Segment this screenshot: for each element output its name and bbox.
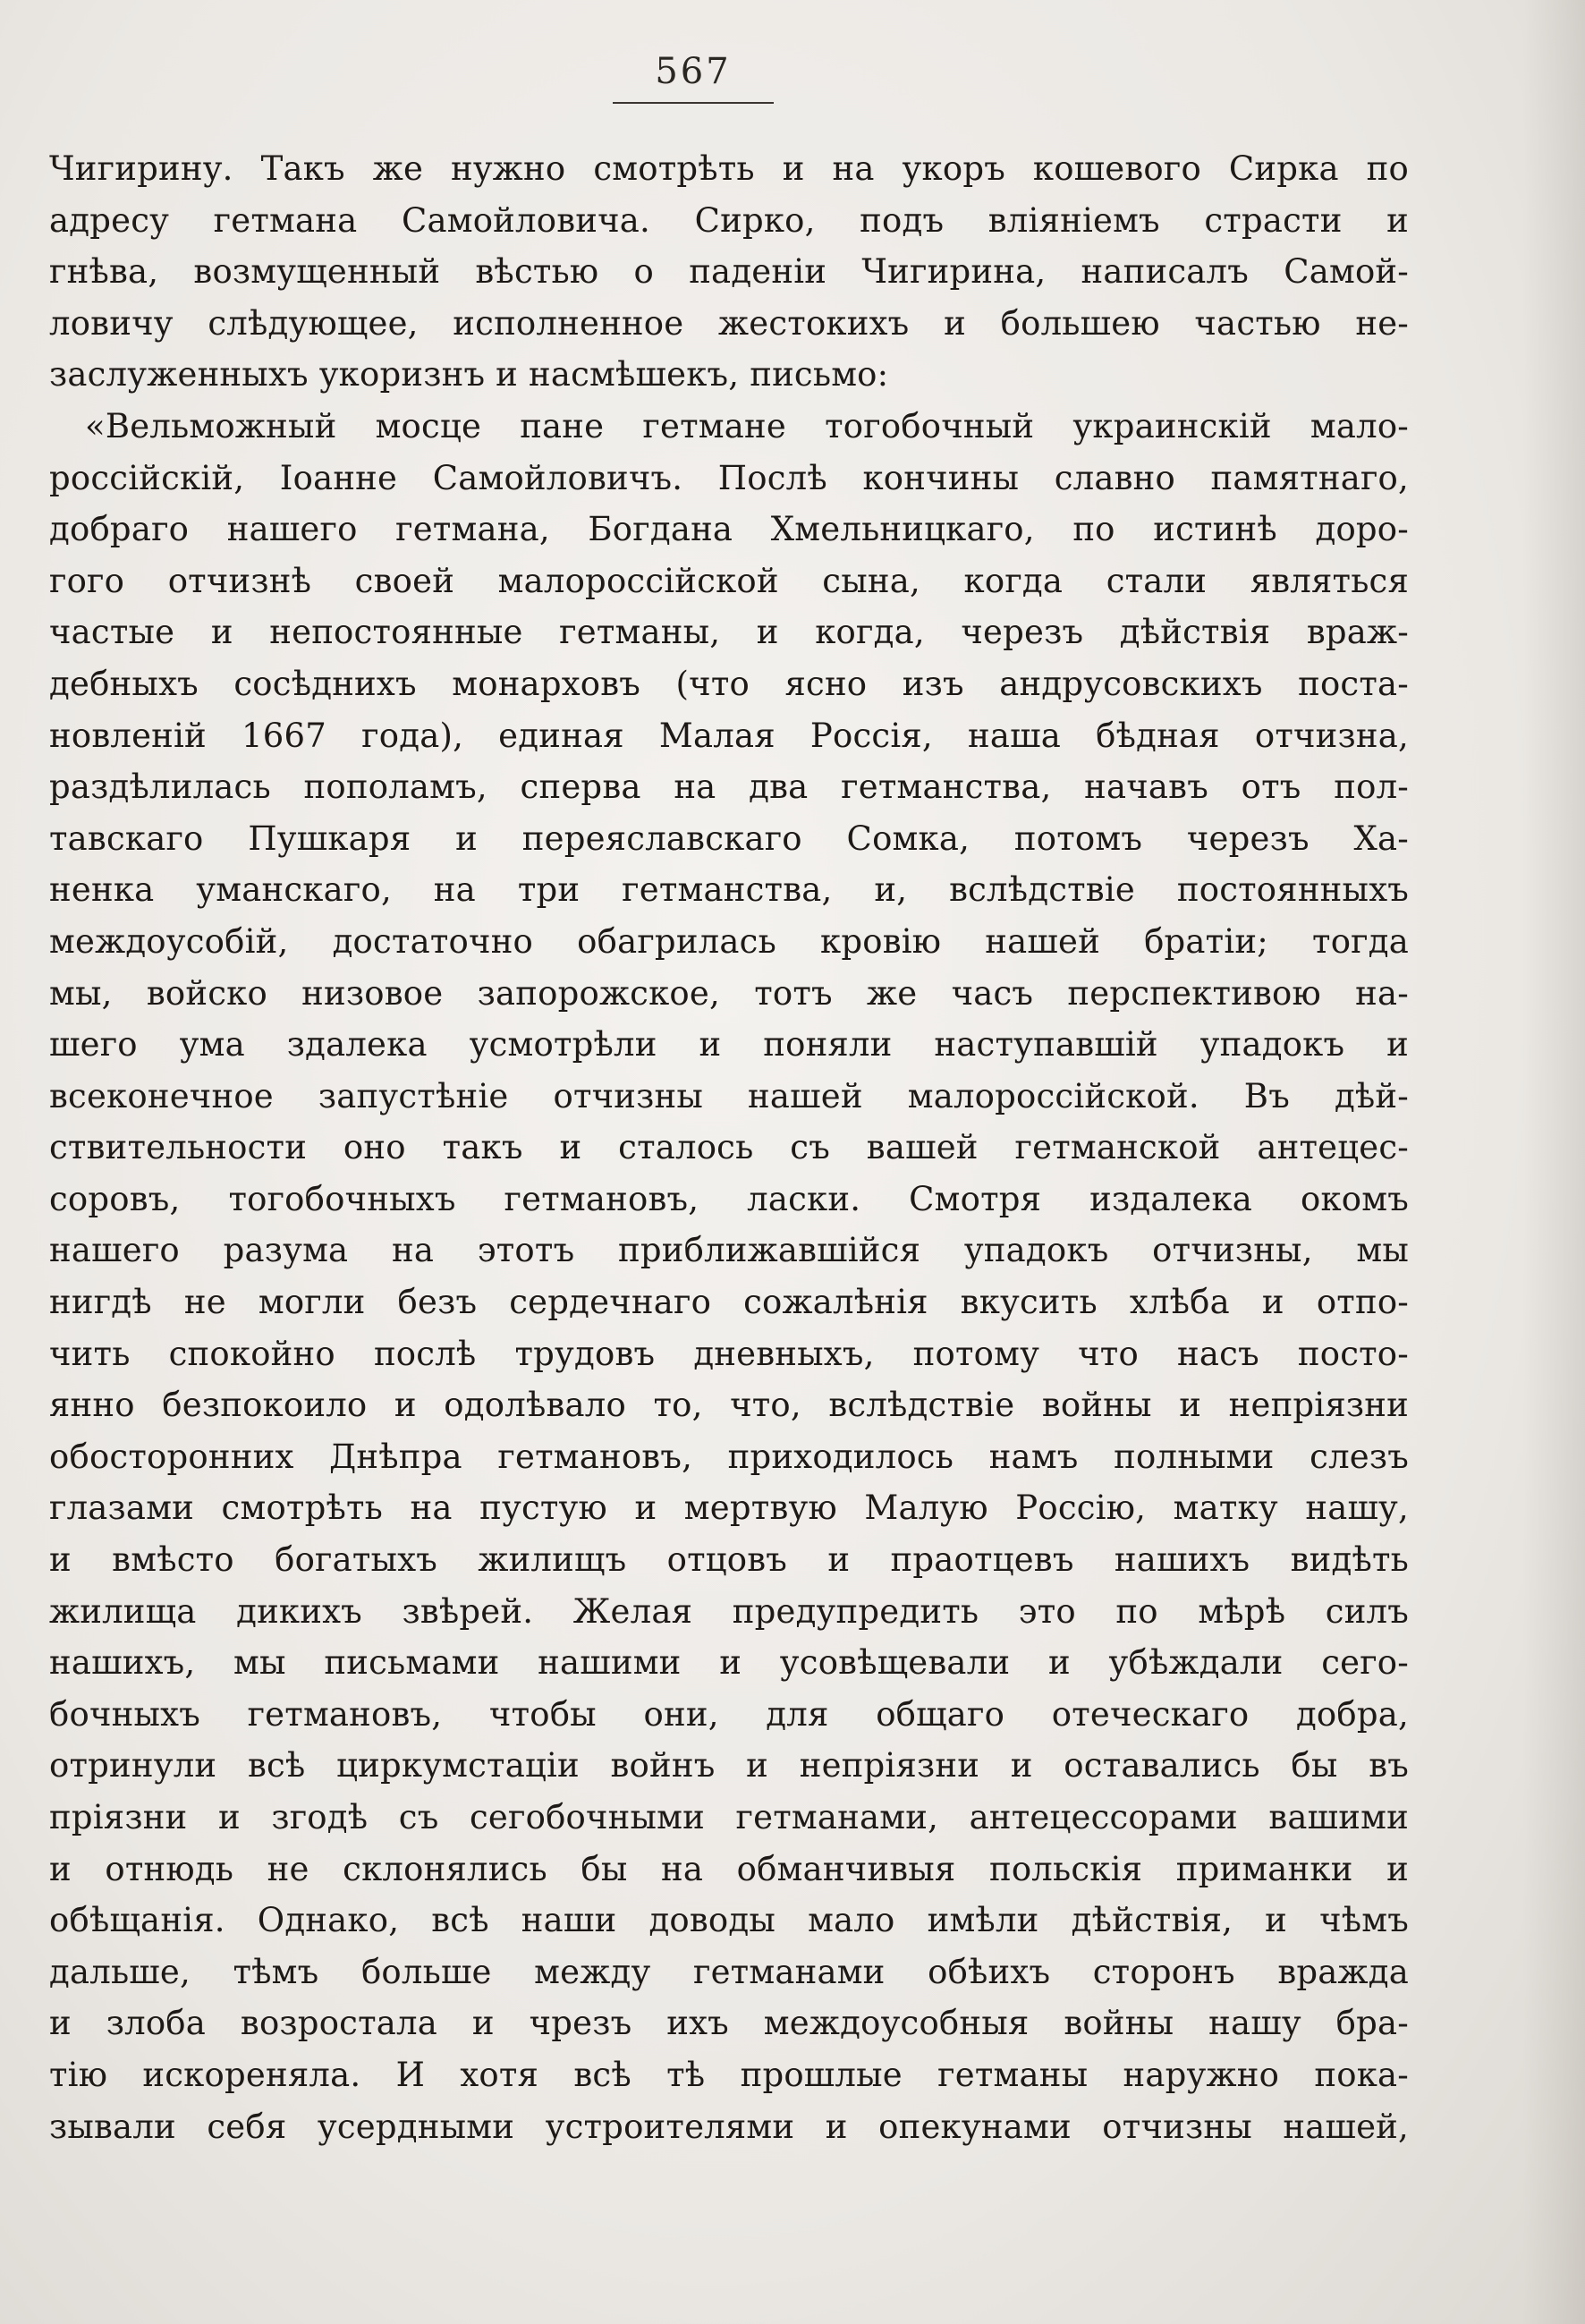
text-line: янно безпокоило и одолѣвало то, что, вслѣдствіе войны и непріязни (49, 1386, 1409, 1425)
text-line: частые и непостоянные гетманы, и когда, черезъ дѣйствія враж- (49, 613, 1409, 652)
text-line: ствительности оно такъ и сталось съ вашей гетманской антецес- (49, 1128, 1409, 1167)
text-line: и отнюдь не склонялись бы на обманчивыя польскія приманки и (49, 1849, 1409, 1888)
text-line: нигдѣ не могли безъ сердечнаго сожалѣнія вкусить хлѣба и отпо- (49, 1283, 1409, 1322)
text-line: и вмѣсто богатыхъ жилищъ отцовъ и праотцевъ нашихъ видѣть (49, 1540, 1409, 1580)
text-line: тію искореняла. И хотя всѣ тѣ прошлые гетманы наружно пока- (49, 2055, 1409, 2094)
header-rule (613, 102, 774, 104)
page-edge-shadow (1522, 0, 1585, 2324)
text-line: чить спокойно послѣ трудовъ дневныхъ, потому что насъ посто- (49, 1334, 1409, 1373)
text-line: соровъ, тогобочныхъ гетмановъ, ласки. Смотря издалека окомъ (49, 1179, 1409, 1218)
text-line: тавскаго Пушкаря и переяславскаго Сомка, потомъ черезъ Ха- (49, 818, 1409, 858)
body-text (49, 143, 1409, 2152)
text-line: добраго нашего гетмана, Богдана Хмельницкаго, по истинѣ доро- (49, 510, 1409, 549)
text-line: нашего разума на этотъ приближавшійся упадокъ отчизны, мы (49, 1231, 1409, 1270)
text-line: «Вельможный мосце пане гетмане тогобочный украинскій мало- (85, 406, 1409, 445)
text-line: всеконечное запустѣніе отчизны нашей малороссійской. Въ дѣй- (49, 1076, 1409, 1115)
text-line: шего ума здалека усмотрѣли и поняли наступавшій упадокъ и (49, 1025, 1409, 1064)
text-line: глазами смотрѣть на пустую и мертвую Малую Россію, матку нашу, (49, 1489, 1409, 1528)
text-line: обосторонних Днѣпра гетмановъ, приходилось намъ полными слезъ (49, 1437, 1409, 1476)
text-line: нашихъ, мы письмами нашими и усовѣщевали и убѣждали сего- (49, 1643, 1409, 1683)
text-line: новленій 1667 года), единая Малая Россія, наша бѣдная отчизна, (49, 716, 1409, 755)
text-line: дальше, тѣмъ больше между гетманами обѣихъ сторонъ вражда (49, 1952, 1409, 1991)
text-line: россійскій, Іоанне Самойловичъ. Послѣ кончины славно памятнаго, (49, 458, 1409, 497)
page-header (608, 47, 778, 104)
text-line: ловичу слѣдующее, исполненное жестокихъ и большею частью не- (49, 303, 1409, 343)
text-line: и злоба возростала и чрезъ ихъ междоусобныя войны нашу бра- (49, 2004, 1409, 2043)
text-line: отринули всѣ циркумстаціи войнъ и непріязни и оставались бы въ (49, 1746, 1409, 1785)
text-line: бочныхъ гетмановъ, чтобы они, для общаго отеческаго добра, (49, 1694, 1409, 1734)
text-line: раздѣлилась пополамъ, сперва на два гетманства, начавъ отъ пол- (49, 768, 1409, 807)
text-line: пріязни и згодѣ съ сегобочными гетманами, антецессорами вашими (49, 1798, 1409, 1836)
text-line: заслуженныхъ укоризнъ и насмѣшекъ, письмо: (49, 355, 889, 394)
text-line: обѣщанія. Однако, всѣ наши доводы мало имѣли дѣйствія, и чѣмъ (49, 1901, 1409, 1940)
text-line: зывали себя усердными устроителями и опекунами отчизны нашей, (49, 2107, 1409, 2146)
text-line: ненка уманскаго, на три гетманства, и, вслѣдствіе постоянныхъ (49, 870, 1409, 910)
text-line: гнѣва, возмущенный вѣстью о паденіи Чигирина, написалъ Самой- (49, 252, 1409, 292)
page-number: 567 (655, 51, 732, 92)
text-line: дебныхъ сосѣднихъ монарховъ (что ясно изъ андрусовскихъ поста- (49, 664, 1409, 703)
text-line: жилища дикихъ звѣрей. Желая предупредить это по мѣрѣ силъ (49, 1591, 1409, 1631)
text-line: адресу гетмана Самойловича. Сирко, подъ вліяніемъ страсти и (49, 200, 1409, 240)
text-line: междоусобій, достаточно обагрилась кровію нашей братіи; тогда (49, 921, 1409, 961)
text-line: мы, войско низовое запорожское, тотъ же часъ перспективою на- (49, 973, 1409, 1013)
text-line: гого отчизнѣ своей малороссійской сына, когда стали являться (49, 561, 1409, 600)
text-line: Чигирину. Такъ же нужно смотрѣть и на укоръ кошевого Сирка по (49, 149, 1409, 188)
